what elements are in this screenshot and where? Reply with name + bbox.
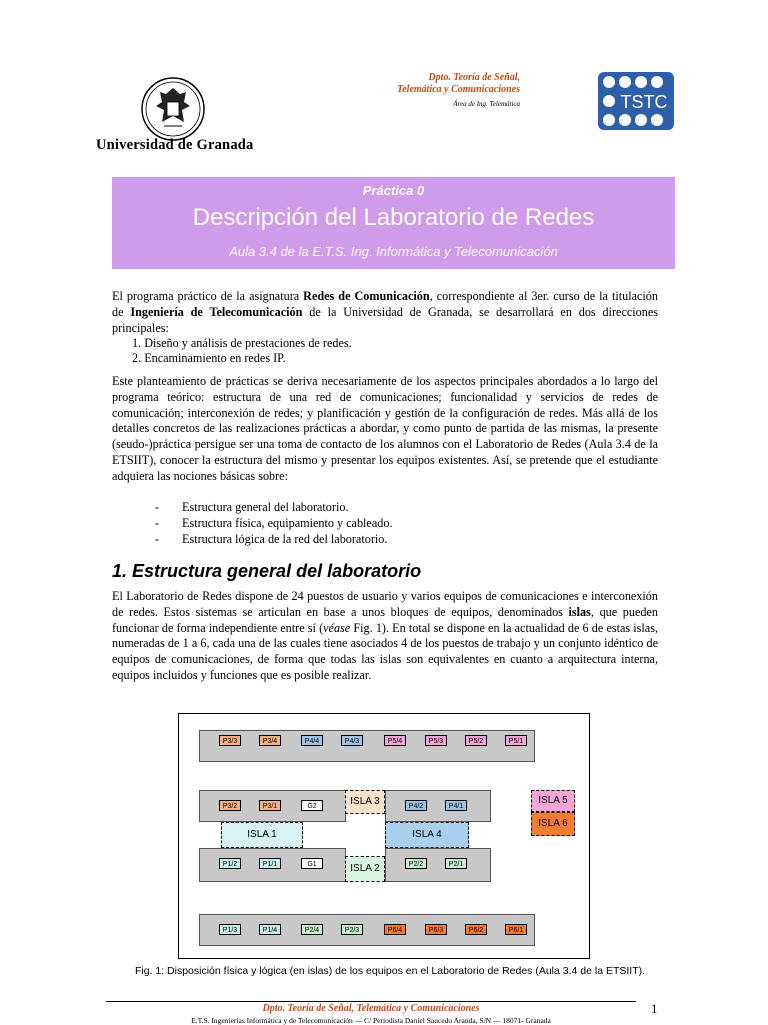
footer-address: E.T.S. Ingenierías Informática y de Telecomunicación — C/ Periodista Daniel Saucedo Aranda, S/N — 18071- Granada [191, 1016, 551, 1025]
dash-list-item: - Estructura general del laboratorio. [155, 500, 349, 514]
workstation-P6-3: P6/3 [425, 924, 447, 935]
workstation-P4-2: P4/2 [405, 800, 427, 811]
workstation-P2-4: P2/4 [301, 924, 323, 935]
workstation-P3-3: P3/3 [219, 735, 241, 746]
section-1-title: 1. Estructura general del laboratorio [112, 561, 422, 581]
island-1: ISLA 1 [221, 822, 303, 848]
numbered-list-item: 1. Diseño y análisis de prestaciones de redes. [132, 336, 352, 350]
workstation-P4-1: P4/1 [445, 800, 467, 811]
island-3: ISLA 3 [345, 790, 385, 814]
title-banner [112, 177, 675, 269]
page-subtitle: Aula 3.4 de la E.T.S. Ing. Informática y Telecomunicación [229, 244, 558, 259]
practice-number: Práctica 0 [362, 183, 425, 198]
page-title: Descripción del Laboratorio de Redes [192, 204, 595, 231]
lab-layout-figure [178, 713, 590, 959]
workstation-G2: G2 [301, 800, 323, 811]
workstation-P5-1: P5/1 [505, 735, 527, 746]
workstation-P3-1: P3/1 [259, 800, 281, 811]
numbered-list-item: 2. Encaminamiento en redes IP. [132, 351, 286, 365]
footer-department: Dpto. Teoría de Señal, Telemática y Comunicaciones [262, 1003, 480, 1014]
page-number: 1 [651, 1001, 658, 1016]
section-1-paragraph: El Laboratorio de Redes dispone de 24 puestos de usuario y varios equipos de comunicaciones e interconexión de redes. Estos sistemas se articulan en base a unos bloques de equipos, denominados islas, que pueden funcionar de forma independiente entre sí (véase Fig. 1). En total se dispone en la actualidad de 6 de estas islas, numeradas de 1 a 6, cada una de las cuales tiene asociados 4 de los puestos de trabajo y un conjunto idéntico de equipos de comunicaciones, de forma que todas las islas son equivalentes en cuanto a arquitectura interna, equipos incluidos y funciones que es posible realizar. [112, 589, 659, 682]
workstation-P3-4: P3/4 [259, 735, 281, 746]
workstation-P1-4: P1/4 [259, 924, 281, 935]
workstation-P1-2: P1/2 [219, 858, 241, 869]
workstation-P4-4: P4/4 [301, 735, 323, 746]
workstation-P5-2: P5/2 [465, 735, 487, 746]
bench-upper-right [385, 790, 491, 822]
workstation-P3-2: P3/2 [219, 800, 241, 811]
workstation-P2-2: P2/2 [405, 858, 427, 869]
dash-list-item: - Estructura lógica de la red del laboratorio. [155, 532, 388, 546]
department-line-1: Dpto. Teoría de Señal, [428, 72, 520, 83]
department-header [397, 72, 520, 96]
workstation-P2-1: P2/1 [445, 858, 467, 869]
tstc-logo [598, 72, 674, 130]
dash-list-item: - Estructura física, equipamiento y cableado. [155, 516, 393, 530]
workstation-P4-3: P4/3 [341, 735, 363, 746]
university-crest-icon [140, 76, 206, 142]
workstation-P5-3: P5/3 [425, 735, 447, 746]
department-line-2: Telemática y Comunicaciones [397, 84, 520, 95]
bench-lower-right [385, 848, 491, 882]
island-6: ISLA 6 [531, 812, 575, 836]
workstation-P6-4: P6/4 [384, 924, 406, 935]
workstation-G1: G1 [301, 858, 323, 869]
intro-paragraph-1: El programa práctico de la asignatura Redes de Comunicación, correspondiente al 3er. curso de la titulación de Ingeniería de Telecomunicación de la Universidad de Granada, se desarrollará en dos direcciones principales: [112, 289, 658, 335]
workstation-P6-2: P6/2 [465, 924, 487, 935]
island-4: ISLA 4 [385, 822, 469, 848]
workstation-P6-1: P6/1 [505, 924, 527, 935]
island-2: ISLA 2 [345, 856, 385, 882]
footer-divider [106, 1001, 636, 1002]
workstation-P1-3: P1/3 [219, 924, 241, 935]
workstation-P2-3: P2/3 [341, 924, 363, 935]
tstc-logo-text: TSTC [620, 92, 668, 112]
figure-caption: Fig. 1: Disposición física y lógica (en islas) de los equipos en el Laboratorio de Redes (Aula 3.4 de la ETSIIT). [134, 965, 646, 977]
university-name: Universidad de Granada [96, 137, 254, 153]
island-5: ISLA 5 [531, 790, 575, 812]
workstation-P5-4: P5/4 [384, 735, 406, 746]
department-area: Área de Ing. Telemática [453, 100, 520, 108]
intro-paragraph-2: Este planteamiento de prácticas se deriva necesariamente de los aspectos principales abordados a lo largo del programa teórico: estructura de una red de comunicaciones; funcionalidad y servicios de redes de comunicación; interconexión de redes; y planificación y gestión de la configuración de redes. Más allá de los detalles concretos de las realizaciones prácticas a abordar, y como punto de partida de las mismas, la presente (seudo-)práctica persigue ser una toma de contacto de los alumnos con el Laboratorio de Redes (Aula 3.4 de la ETSIIT), conocer la estructura del mismo y presentar los equipos existentes. Así, se pretende que el estudiante adquiera las nociones básicas sobre: [112, 374, 658, 483]
workstation-P1-1: P1/1 [259, 858, 281, 869]
